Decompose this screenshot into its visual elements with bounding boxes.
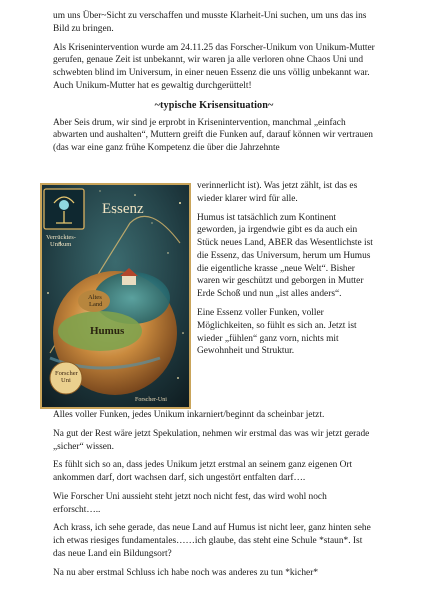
unikum-label-line-1: Verrücktes- bbox=[46, 234, 76, 241]
paragraph: Na nu aber erstmal Schluss ich habe noch was anderes zu tun *kicher* bbox=[53, 567, 319, 578]
unikum-label-line-2: Unikum bbox=[50, 241, 72, 248]
intro-text-full: Aber Seis drum, wir sind je erprobt in Krisenintervention, manchmal „einfach abwarten und aushalten“, Muttern greift die Funken auf, darauf können wir vertrauen (das war eine ganz frühe Kompetenz die über die Jahrzehnte bbox=[53, 117, 373, 154]
top-text-block bbox=[53, 10, 375, 155]
paragraph: Humus ist tatsächlich zum Kontinent geworden, ja irgendwie gibt es da auch ein Stück neues Land, ABER das Wesentlichste ist die Essenz, das Universum, herum um Humus die eigentliche krasse „neue Welt“. Bisher waren wir geschützt und geborgen in Mutter Erde Schoß und nun „ist alles anders“. bbox=[197, 212, 373, 300]
paragraph: Na gut der Rest wäre jetzt Spekulation, nehmen wir erstmal das was wir jetzt gerade „sicher“ wissen. bbox=[53, 428, 370, 452]
intro-paragraph bbox=[53, 117, 375, 155]
altes-land-line-2: Land bbox=[89, 301, 103, 308]
forscher-label-line-1: Forscher bbox=[55, 370, 78, 377]
paragraph: Alles voller Funken, jedes Unikum inkarniert/beginnt da scheinbar jetzt. bbox=[53, 410, 325, 420]
altes-land-label bbox=[88, 294, 103, 308]
paragraph: Wie Forscher Uni aussieht steht jetzt noch nicht fest, das wird wohl noch erforscht….. bbox=[53, 491, 327, 515]
illustration-svg bbox=[40, 183, 191, 409]
unikum-orb bbox=[59, 200, 69, 210]
paragraph: Als Krisenintervention wurde am 24.11.25 das Forscher-Unikum von Unikum-Mutter gerufen, genaue Zeit ist unbekannt, wir waren ja alle verloren ohne Chaos Uni und schwebten blind im Universum, in einer neuen Essenz die uns völlig unbekannt war. Auch Unikum-Mutter hat es gewaltig durchgerüttelt! bbox=[53, 42, 375, 91]
section-heading: ~typische Krisensituation~ bbox=[154, 99, 274, 111]
paragraph: Es fühlt sich so an, dass jedes Unikum jetzt erstmal an seinem ganz eigenen Ort ankommen darf, dort wachsen darf, sich ungestört entfalten darf…. bbox=[53, 460, 353, 484]
humus-label: Humus bbox=[90, 325, 125, 337]
essenz-label: Essenz bbox=[102, 201, 144, 217]
forscher-uni-caption: Forscher-Uni bbox=[135, 397, 167, 403]
forscher-label-line-2: Uni bbox=[61, 377, 71, 384]
paragraph: um uns Über~Sicht zu verschaffen und musste Klarheit-Uni suchen, um uns das ins Bild zu bringen. bbox=[53, 11, 367, 34]
paragraph: Ach krass, ich sehe gerade, das neue Land auf Humus ist nicht leer, ganz hinten sehe ich etwas riesiges fundamentales……ich glaube, das steht eine Schule *staun*. Ist das neue Land ein Bildungsort? bbox=[53, 523, 371, 560]
altes-land-line-1: Altes bbox=[88, 294, 102, 301]
intro-wrap-paragraph: verinnerlicht ist). Was jetzt zählt, ist das es wieder klarer wird für alle. bbox=[197, 181, 358, 204]
wrap-text-block bbox=[197, 180, 375, 364]
paragraph: Eine Essenz voller Funken, voller Möglichkeiten, so fühlt es sich an. Jetzt ist wieder „fühlen“ ganz vorn, nichts mit Gewohnheit und Struktur. bbox=[197, 308, 357, 357]
house bbox=[122, 275, 136, 285]
bottom-text-block bbox=[53, 409, 375, 586]
essenz-illustration bbox=[40, 183, 191, 409]
